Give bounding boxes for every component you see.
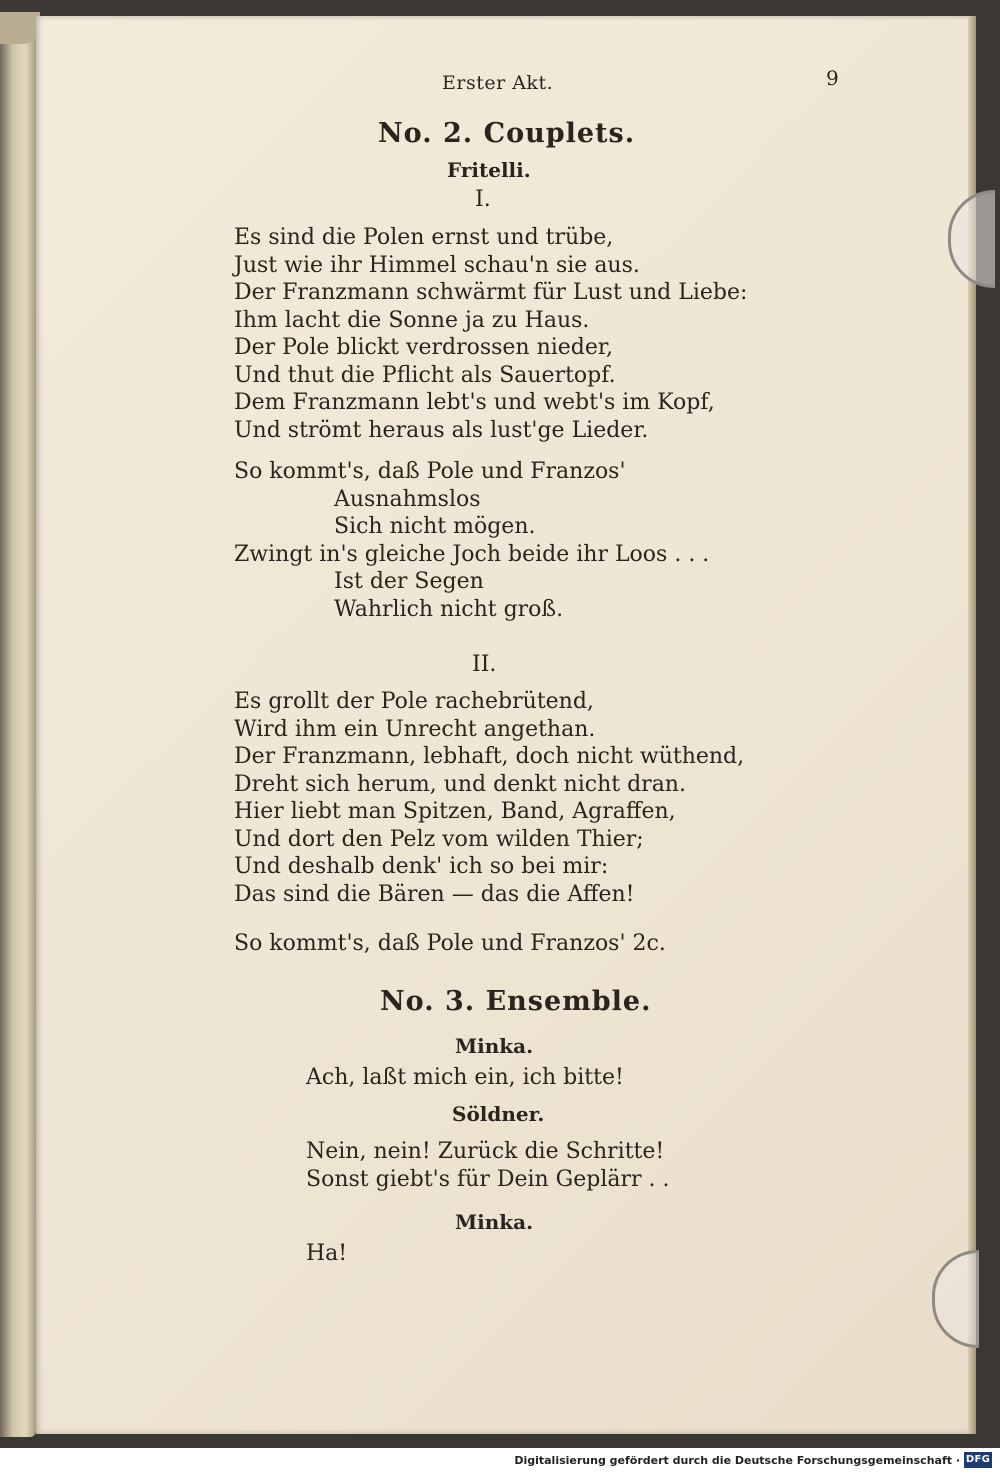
speaker-minka: Minka. xyxy=(455,1210,534,1234)
page-number: 9 xyxy=(826,66,839,90)
verse-line: Und strömt heraus als lust'ge Lieder. xyxy=(234,417,649,443)
refrain-line: Zwingt in's gleiche Joch beide ihr Loos . . . xyxy=(234,541,710,567)
section-title-no2: No. 2. Couplets. xyxy=(378,118,636,149)
stanza-numeral-2: II. xyxy=(472,652,497,677)
book-spine xyxy=(0,12,36,1437)
footer-bar xyxy=(0,1448,1000,1474)
verse-line: Ihm lacht die Sonne ja zu Haus. xyxy=(234,307,590,333)
speaker-soeldner: Söldner. xyxy=(452,1102,545,1126)
dialogue-line: Sonst giebt's für Dein Geplärr . . xyxy=(306,1166,670,1192)
refrain-line: Wahrlich nicht groß. xyxy=(334,596,564,622)
verse-line: Das sind die Bären — das die Affen! xyxy=(234,881,635,907)
dialogue-block xyxy=(306,1138,670,1193)
verse-line: Dreht sich herum, und denkt nicht dran. xyxy=(234,771,686,797)
refrain-line: Ausnahmslos xyxy=(334,486,481,512)
verse-line: Und deshalb denk' ich so bei mir: xyxy=(234,854,609,879)
refrain-line: Sich nicht mögen. xyxy=(334,514,536,539)
section-title-no3: No. 3. Ensemble. xyxy=(380,986,652,1017)
verse-line: Und thut die Pflicht als Sauertopf. xyxy=(234,362,616,388)
verse-line: Just wie ihr Himmel schau'n sie aus. xyxy=(234,252,640,278)
verse-line: Es sind die Polen ernst und trübe, xyxy=(234,225,614,250)
verse-line: Und dort den Pelz vom wilden Thier; xyxy=(234,826,644,852)
verse-line: Es grollt der Pole rachebrütend, xyxy=(234,689,594,714)
verse-line: Dem Franzmann lebt's und webt's im Kopf, xyxy=(234,390,715,415)
funding-notice: Digitalisierung gefördert durch die Deutsche Forschungsgemeinschaft · xyxy=(514,1454,960,1467)
refrain-line: So kommt's, daß Pole und Franzos' xyxy=(234,459,626,484)
dialogue-line: Ha! xyxy=(306,1241,348,1266)
verse-line: Hier liebt man Spitzen, Band, Agraffen, xyxy=(234,799,676,824)
verse-line: Der Franzmann, lebhaft, doch nicht wüthend, xyxy=(234,744,745,769)
speaker-minka: Minka. xyxy=(455,1034,534,1058)
stanza-1 xyxy=(234,224,747,444)
page-curl xyxy=(0,12,40,44)
refrain-1 xyxy=(234,458,709,623)
stanza-numeral-1: I. xyxy=(475,187,491,212)
dialogue-line: Ach, laßt mich ein, ich bitte! xyxy=(306,1065,624,1090)
verse-line: Der Pole blickt verdrossen nieder, xyxy=(234,335,614,360)
running-head: Erster Akt. xyxy=(442,72,554,94)
refrain-line: Ist der Segen xyxy=(334,569,484,594)
speaker-fritelli: Fritelli. xyxy=(447,158,531,182)
dfg-logo: DFG xyxy=(964,1452,992,1468)
verse-line: Der Franzmann schwärmt für Lust und Liebe: xyxy=(234,280,748,305)
verse-line: Wird ihm ein Unrecht angethan. xyxy=(234,716,596,742)
dialogue-line: Nein, nein! Zurück die Schritte! xyxy=(306,1139,665,1164)
stanza-2 xyxy=(234,688,744,908)
refrain-2: So kommt's, daß Pole und Franzos' 2c. xyxy=(234,931,666,956)
